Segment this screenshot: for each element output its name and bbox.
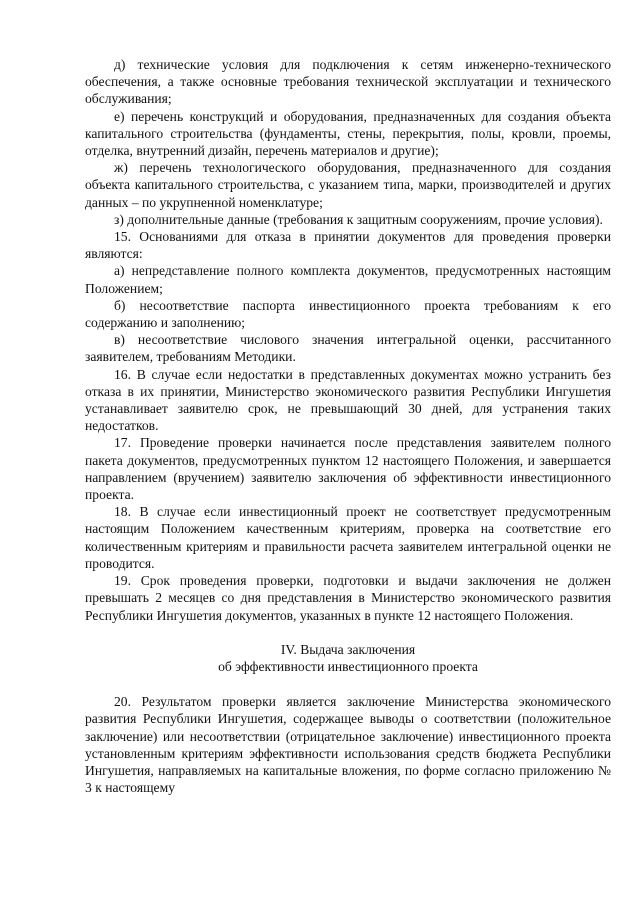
section-heading-line1: IV. Выдача заключения — [280, 641, 416, 657]
paragraph-zh: ж) перечень технологического оборудования, предназначенного для создания объекта капитального строительства, с указанием типа, марки, производителей и других данных – по укрупненной номенклатуре; — [85, 160, 611, 210]
paragraph-e: е) перечень конструкций и оборудования, предназначенных для создания объекта капитального строительства (фундаменты, стены, перекрытия, полы, кровли, проемы, отделка, внутренний дизайн, перечень материалов и другие); — [85, 108, 611, 159]
paragraph-16: 16. В случае если недостатки в представленных документах можно устранить без отказа в их принятии, Министерство экономического развития Республики Ингушетия устанавливает заявителю срок, не превышающий 30 дней, для устранения таких недостатков. — [85, 366, 611, 434]
document-page — [85, 56, 611, 796]
paragraph-15: 15. Основаниями для отказа в принятии документов для проведения проверки являются: — [85, 229, 611, 262]
section-heading-line2: об эффективности инвестиционного проекта — [218, 658, 478, 674]
paragraph-z: з) дополнительные данные (требования к защитным сооружениям, прочие условия). — [114, 211, 603, 227]
paragraph-20: 20. Результатом проверки является заключение Министерства экономического развития Республики Ингушетия, содержащее выводы о соответствии (положительное заключение) или несоответствии (отрицательное заключение) инвестиционного проекта установленным критериям эффективности использования средств бюджета Республики Ингушетия, направляемых на капитальные вложения, по форме согласно приложению № 3 к настоящему — [85, 694, 611, 796]
paragraph-15-b: б) несоответствие паспорта инвестиционного проекта требованиям к его содержанию и заполнению; — [85, 297, 611, 331]
paragraph-17: 17. Проведение проверки начинается после представления заявителем полного пакета документов, предусмотренных пунктом 12 настоящего Положения, и завершается направлением (вручением) заявителю заключения об эффективности инвестиционного проекта. — [85, 435, 611, 503]
paragraph-18: 18. В случае если инвестиционный проект не соответствует предусмотренным настоящим Положением качественным критериям, проверка на соответствие его количественным критериям и правильности расчета заявителем интегральной оценки не проводится. — [85, 504, 611, 571]
paragraph-d: д) технические условия для подключения к сетям инженерно-технического обеспечения, а также основные требования технической эксплуатации и технического обслуживания; — [85, 57, 611, 107]
section-heading — [85, 641, 611, 675]
paragraph-19: 19. Срок проведения проверки, подготовки и выдачи заключения не должен превышать 2 месяцев со дня представления в Министерство экономического развития Республики Ингушетия документов, указанных в пункте 12 настоящего Положения. — [85, 573, 611, 623]
paragraph-15-a: а) непредставление полного комплекта документов, предусмотренных настоящим Положением; — [85, 263, 611, 296]
paragraph-15-v: в) несоответствие числового значения интегральной оценки, рассчитанного заявителем, требованиям Методики. — [85, 332, 611, 365]
